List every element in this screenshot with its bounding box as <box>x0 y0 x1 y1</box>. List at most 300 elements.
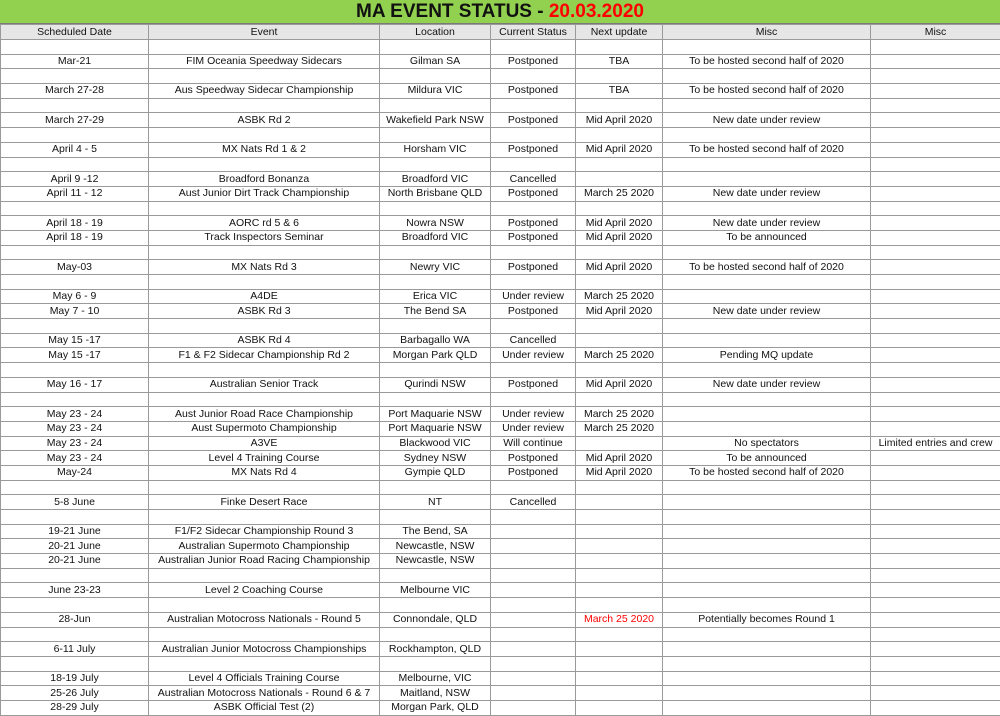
cell-current-status[interactable] <box>491 524 576 539</box>
cell-next-update[interactable] <box>576 40 663 55</box>
cell-misc[interactable] <box>663 128 871 143</box>
cell-misc-2[interactable] <box>871 216 1000 231</box>
column-header-misc[interactable]: Misc <box>663 25 871 40</box>
cell-scheduled-date[interactable]: May 15 -17 <box>1 348 149 363</box>
cell-scheduled-date[interactable] <box>1 568 149 583</box>
cell-location[interactable] <box>380 319 491 334</box>
cell-current-status[interactable]: Under review <box>491 421 576 436</box>
cell-event[interactable] <box>149 128 380 143</box>
cell-scheduled-date[interactable] <box>1 40 149 55</box>
cell-event[interactable] <box>149 363 380 378</box>
cell-next-update[interactable]: March 25 2020 <box>576 289 663 304</box>
cell-event[interactable]: ASBK Official Test (2) <box>149 700 380 715</box>
cell-misc-2[interactable] <box>871 186 1000 201</box>
cell-next-update[interactable]: March 25 2020 <box>576 186 663 201</box>
cell-misc-2[interactable] <box>871 128 1000 143</box>
cell-current-status[interactable]: Postponed <box>491 113 576 128</box>
cell-event[interactable]: ASBK Rd 2 <box>149 113 380 128</box>
cell-misc[interactable] <box>663 480 871 495</box>
cell-location[interactable] <box>380 275 491 290</box>
cell-current-status[interactable] <box>491 98 576 113</box>
cell-current-status[interactable] <box>491 245 576 260</box>
cell-scheduled-date[interactable] <box>1 319 149 334</box>
column-header-misc-2[interactable]: Misc <box>871 25 1000 40</box>
cell-misc[interactable]: To be hosted second half of 2020 <box>663 142 871 157</box>
cell-misc[interactable]: To be hosted second half of 2020 <box>663 54 871 69</box>
cell-misc[interactable] <box>663 40 871 55</box>
cell-misc[interactable]: To be announced <box>663 451 871 466</box>
cell-event[interactable]: Australian Junior Motocross Championships <box>149 642 380 657</box>
cell-misc[interactable] <box>663 392 871 407</box>
cell-next-update[interactable] <box>576 392 663 407</box>
cell-misc[interactable] <box>663 642 871 657</box>
cell-misc[interactable] <box>663 495 871 510</box>
cell-location[interactable]: Wakefield Park NSW <box>380 113 491 128</box>
cell-misc-2[interactable] <box>871 480 1000 495</box>
cell-misc[interactable] <box>663 671 871 686</box>
cell-current-status[interactable]: Postponed <box>491 304 576 319</box>
cell-current-status[interactable] <box>491 480 576 495</box>
cell-misc-2[interactable] <box>871 421 1000 436</box>
cell-next-update[interactable] <box>576 98 663 113</box>
cell-event[interactable] <box>149 656 380 671</box>
cell-misc-2[interactable] <box>871 260 1000 275</box>
cell-location[interactable]: Broadford VIC <box>380 172 491 187</box>
cell-scheduled-date[interactable]: May 6 - 9 <box>1 289 149 304</box>
cell-scheduled-date[interactable]: 5-8 June <box>1 495 149 510</box>
cell-location[interactable]: The Bend, SA <box>380 524 491 539</box>
cell-misc-2[interactable] <box>871 348 1000 363</box>
cell-misc-2[interactable] <box>871 465 1000 480</box>
cell-misc[interactable] <box>663 172 871 187</box>
cell-misc-2[interactable] <box>871 700 1000 715</box>
cell-misc[interactable]: New date under review <box>663 113 871 128</box>
cell-location[interactable]: Nowra NSW <box>380 216 491 231</box>
cell-scheduled-date[interactable]: April 9 -12 <box>1 172 149 187</box>
cell-misc[interactable]: New date under review <box>663 216 871 231</box>
cell-misc-2[interactable] <box>871 656 1000 671</box>
cell-misc-2[interactable] <box>871 54 1000 69</box>
cell-scheduled-date[interactable]: 25-26 July <box>1 686 149 701</box>
cell-scheduled-date[interactable]: March 27-28 <box>1 84 149 99</box>
cell-location[interactable]: Sydney NSW <box>380 451 491 466</box>
cell-misc[interactable] <box>663 69 871 84</box>
cell-misc[interactable]: New date under review <box>663 186 871 201</box>
cell-next-update[interactable]: Mid April 2020 <box>576 260 663 275</box>
cell-misc-2[interactable] <box>871 201 1000 216</box>
cell-scheduled-date[interactable]: 18-19 July <box>1 671 149 686</box>
cell-current-status[interactable]: Cancelled <box>491 495 576 510</box>
cell-misc[interactable] <box>663 700 871 715</box>
cell-misc-2[interactable] <box>871 392 1000 407</box>
cell-current-status[interactable] <box>491 554 576 569</box>
cell-next-update[interactable]: March 25 2020 <box>576 348 663 363</box>
cell-scheduled-date[interactable] <box>1 128 149 143</box>
cell-event[interactable]: Aus Speedway Sidecar Championship <box>149 84 380 99</box>
cell-next-update[interactable]: Mid April 2020 <box>576 451 663 466</box>
cell-location[interactable] <box>380 598 491 613</box>
cell-location[interactable] <box>380 510 491 525</box>
cell-misc[interactable]: To be hosted second half of 2020 <box>663 260 871 275</box>
cell-event[interactable] <box>149 69 380 84</box>
cell-location[interactable]: Rockhampton, QLD <box>380 642 491 657</box>
cell-misc-2[interactable] <box>871 98 1000 113</box>
cell-scheduled-date[interactable]: May 16 - 17 <box>1 377 149 392</box>
cell-next-update[interactable]: March 25 2020 <box>576 421 663 436</box>
cell-misc[interactable] <box>663 275 871 290</box>
cell-misc[interactable]: New date under review <box>663 304 871 319</box>
cell-misc[interactable]: Pending MQ update <box>663 348 871 363</box>
cell-event[interactable] <box>149 201 380 216</box>
cell-event[interactable] <box>149 40 380 55</box>
cell-next-update[interactable]: March 25 2020 <box>576 407 663 422</box>
cell-event[interactable]: Australian Supermoto Championship <box>149 539 380 554</box>
cell-location[interactable]: North Brisbane QLD <box>380 186 491 201</box>
cell-location[interactable]: Horsham VIC <box>380 142 491 157</box>
cell-location[interactable]: Newcastle, NSW <box>380 539 491 554</box>
cell-misc-2[interactable] <box>871 539 1000 554</box>
cell-next-update[interactable] <box>576 598 663 613</box>
cell-misc-2[interactable] <box>871 172 1000 187</box>
cell-event[interactable]: MX Nats Rd 3 <box>149 260 380 275</box>
cell-current-status[interactable]: Postponed <box>491 230 576 245</box>
cell-misc-2[interactable] <box>871 113 1000 128</box>
cell-location[interactable] <box>380 656 491 671</box>
cell-current-status[interactable] <box>491 40 576 55</box>
cell-scheduled-date[interactable]: May 23 - 24 <box>1 421 149 436</box>
cell-current-status[interactable]: Postponed <box>491 260 576 275</box>
cell-location[interactable]: Broadford VIC <box>380 230 491 245</box>
cell-current-status[interactable]: Postponed <box>491 216 576 231</box>
cell-location[interactable] <box>380 568 491 583</box>
cell-scheduled-date[interactable] <box>1 510 149 525</box>
cell-misc[interactable] <box>663 157 871 172</box>
cell-current-status[interactable] <box>491 686 576 701</box>
cell-current-status[interactable]: Under review <box>491 289 576 304</box>
cell-misc[interactable] <box>663 98 871 113</box>
cell-next-update[interactable]: TBA <box>576 54 663 69</box>
cell-current-status[interactable] <box>491 642 576 657</box>
cell-current-status[interactable] <box>491 700 576 715</box>
cell-current-status[interactable] <box>491 510 576 525</box>
cell-misc-2[interactable] <box>871 686 1000 701</box>
cell-location[interactable] <box>380 363 491 378</box>
cell-scheduled-date[interactable] <box>1 656 149 671</box>
cell-current-status[interactable] <box>491 656 576 671</box>
cell-event[interactable] <box>149 627 380 642</box>
cell-next-update[interactable]: March 25 2020 <box>576 612 663 627</box>
cell-misc[interactable] <box>663 539 871 554</box>
cell-misc[interactable]: To be hosted second half of 2020 <box>663 465 871 480</box>
cell-scheduled-date[interactable] <box>1 245 149 260</box>
cell-misc-2[interactable] <box>871 524 1000 539</box>
cell-event[interactable]: ASBK Rd 3 <box>149 304 380 319</box>
cell-misc[interactable] <box>663 510 871 525</box>
cell-event[interactable]: Australian Junior Road Racing Championship <box>149 554 380 569</box>
cell-next-update[interactable] <box>576 671 663 686</box>
cell-next-update[interactable] <box>576 201 663 216</box>
cell-misc[interactable]: New date under review <box>663 377 871 392</box>
cell-misc-2[interactable] <box>871 230 1000 245</box>
cell-location[interactable] <box>380 157 491 172</box>
cell-event[interactable]: Level 2 Coaching Course <box>149 583 380 598</box>
cell-event[interactable] <box>149 568 380 583</box>
cell-misc[interactable]: To be hosted second half of 2020 <box>663 84 871 99</box>
cell-scheduled-date[interactable] <box>1 69 149 84</box>
cell-misc-2[interactable] <box>871 510 1000 525</box>
cell-next-update[interactable]: TBA <box>576 84 663 99</box>
cell-event[interactable]: Australian Senior Track <box>149 377 380 392</box>
cell-next-update[interactable]: Mid April 2020 <box>576 216 663 231</box>
cell-next-update[interactable] <box>576 539 663 554</box>
cell-next-update[interactable] <box>576 583 663 598</box>
cell-location[interactable]: Newry VIC <box>380 260 491 275</box>
cell-misc-2[interactable] <box>871 642 1000 657</box>
cell-misc-2[interactable] <box>871 319 1000 334</box>
cell-misc-2[interactable] <box>871 598 1000 613</box>
cell-misc[interactable] <box>663 245 871 260</box>
cell-location[interactable]: Qurindi NSW <box>380 377 491 392</box>
cell-misc-2[interactable] <box>871 451 1000 466</box>
cell-misc-2[interactable] <box>871 583 1000 598</box>
cell-next-update[interactable]: Mid April 2020 <box>576 142 663 157</box>
cell-scheduled-date[interactable] <box>1 627 149 642</box>
cell-location[interactable] <box>380 98 491 113</box>
cell-location[interactable]: Connondale, QLD <box>380 612 491 627</box>
cell-event[interactable]: Level 4 Officials Training Course <box>149 671 380 686</box>
cell-current-status[interactable]: Cancelled <box>491 333 576 348</box>
cell-current-status[interactable] <box>491 201 576 216</box>
cell-event[interactable] <box>149 157 380 172</box>
cell-next-update[interactable] <box>576 69 663 84</box>
cell-misc[interactable] <box>663 583 871 598</box>
cell-scheduled-date[interactable] <box>1 363 149 378</box>
cell-location[interactable]: The Bend SA <box>380 304 491 319</box>
cell-next-update[interactable] <box>576 480 663 495</box>
cell-misc-2[interactable] <box>871 333 1000 348</box>
cell-misc[interactable] <box>663 656 871 671</box>
cell-location[interactable]: Morgan Park QLD <box>380 348 491 363</box>
cell-event[interactable]: Aust Junior Dirt Track Championship <box>149 186 380 201</box>
cell-current-status[interactable]: Postponed <box>491 54 576 69</box>
cell-location[interactable]: Blackwood VIC <box>380 436 491 451</box>
cell-location[interactable] <box>380 40 491 55</box>
cell-misc[interactable] <box>663 598 871 613</box>
cell-misc-2[interactable] <box>871 245 1000 260</box>
cell-event[interactable] <box>149 319 380 334</box>
cell-scheduled-date[interactable]: May 7 - 10 <box>1 304 149 319</box>
cell-location[interactable]: Port Maquarie NSW <box>380 407 491 422</box>
cell-event[interactable] <box>149 598 380 613</box>
cell-location[interactable]: NT <box>380 495 491 510</box>
cell-event[interactable]: Level 4 Training Course <box>149 451 380 466</box>
cell-misc-2[interactable] <box>871 142 1000 157</box>
cell-current-status[interactable] <box>491 319 576 334</box>
column-header-current-status[interactable]: Current Status <box>491 25 576 40</box>
cell-next-update[interactable] <box>576 333 663 348</box>
cell-location[interactable] <box>380 392 491 407</box>
cell-event[interactable]: Track Inspectors Seminar <box>149 230 380 245</box>
cell-event[interactable]: A4DE <box>149 289 380 304</box>
cell-current-status[interactable]: Under review <box>491 407 576 422</box>
cell-misc[interactable] <box>663 407 871 422</box>
cell-location[interactable]: Melbourne VIC <box>380 583 491 598</box>
cell-next-update[interactable] <box>576 157 663 172</box>
cell-next-update[interactable]: Mid April 2020 <box>576 230 663 245</box>
cell-scheduled-date[interactable]: April 11 - 12 <box>1 186 149 201</box>
cell-scheduled-date[interactable] <box>1 392 149 407</box>
cell-misc[interactable] <box>663 319 871 334</box>
cell-next-update[interactable]: Mid April 2020 <box>576 465 663 480</box>
cell-next-update[interactable] <box>576 510 663 525</box>
cell-misc-2[interactable]: Limited entries and crew <box>871 436 1000 451</box>
cell-location[interactable]: Maitland, NSW <box>380 686 491 701</box>
cell-event[interactable] <box>149 392 380 407</box>
cell-current-status[interactable] <box>491 157 576 172</box>
cell-location[interactable]: Mildura VIC <box>380 84 491 99</box>
cell-scheduled-date[interactable]: Mar-21 <box>1 54 149 69</box>
cell-current-status[interactable] <box>491 598 576 613</box>
cell-current-status[interactable]: Postponed <box>491 451 576 466</box>
cell-location[interactable] <box>380 69 491 84</box>
cell-next-update[interactable] <box>576 319 663 334</box>
cell-current-status[interactable]: Postponed <box>491 186 576 201</box>
cell-current-status[interactable] <box>491 671 576 686</box>
cell-next-update[interactable] <box>576 700 663 715</box>
cell-next-update[interactable] <box>576 363 663 378</box>
column-header-event[interactable]: Event <box>149 25 380 40</box>
cell-current-status[interactable] <box>491 69 576 84</box>
cell-misc[interactable]: No spectators <box>663 436 871 451</box>
cell-scheduled-date[interactable]: 28-29 July <box>1 700 149 715</box>
cell-misc-2[interactable] <box>871 495 1000 510</box>
cell-next-update[interactable] <box>576 436 663 451</box>
cell-location[interactable] <box>380 480 491 495</box>
cell-misc-2[interactable] <box>871 612 1000 627</box>
cell-event[interactable]: AORC rd 5 & 6 <box>149 216 380 231</box>
cell-event[interactable]: ASBK Rd 4 <box>149 333 380 348</box>
cell-current-status[interactable] <box>491 539 576 554</box>
cell-event[interactable]: Broadford Bonanza <box>149 172 380 187</box>
cell-event[interactable]: FIM Oceania Speedway Sidecars <box>149 54 380 69</box>
cell-current-status[interactable] <box>491 128 576 143</box>
cell-misc[interactable] <box>663 421 871 436</box>
cell-scheduled-date[interactable]: April 18 - 19 <box>1 216 149 231</box>
cell-next-update[interactable] <box>576 275 663 290</box>
cell-location[interactable]: Newcastle, NSW <box>380 554 491 569</box>
cell-event[interactable] <box>149 98 380 113</box>
cell-event[interactable]: MX Nats Rd 4 <box>149 465 380 480</box>
cell-scheduled-date[interactable] <box>1 201 149 216</box>
cell-next-update[interactable] <box>576 686 663 701</box>
cell-misc-2[interactable] <box>871 363 1000 378</box>
cell-event[interactable]: A3VE <box>149 436 380 451</box>
cell-scheduled-date[interactable]: May-03 <box>1 260 149 275</box>
cell-misc[interactable]: Potentially becomes Round 1 <box>663 612 871 627</box>
cell-next-update[interactable] <box>576 656 663 671</box>
cell-current-status[interactable] <box>491 392 576 407</box>
cell-next-update[interactable] <box>576 495 663 510</box>
cell-scheduled-date[interactable]: June 23-23 <box>1 583 149 598</box>
cell-misc[interactable] <box>663 289 871 304</box>
cell-location[interactable] <box>380 128 491 143</box>
cell-next-update[interactable] <box>576 568 663 583</box>
cell-misc[interactable] <box>663 333 871 348</box>
cell-location[interactable]: Gilman SA <box>380 54 491 69</box>
cell-event[interactable] <box>149 480 380 495</box>
cell-scheduled-date[interactable] <box>1 157 149 172</box>
cell-scheduled-date[interactable]: 20-21 June <box>1 554 149 569</box>
cell-scheduled-date[interactable] <box>1 98 149 113</box>
cell-location[interactable]: Erica VIC <box>380 289 491 304</box>
cell-scheduled-date[interactable]: March 27-29 <box>1 113 149 128</box>
cell-next-update[interactable] <box>576 642 663 657</box>
cell-next-update[interactable] <box>576 554 663 569</box>
cell-location[interactable] <box>380 245 491 260</box>
cell-misc-2[interactable] <box>871 671 1000 686</box>
cell-scheduled-date[interactable]: 6-11 July <box>1 642 149 657</box>
cell-current-status[interactable] <box>491 275 576 290</box>
cell-current-status[interactable] <box>491 363 576 378</box>
cell-misc[interactable]: To be announced <box>663 230 871 245</box>
cell-scheduled-date[interactable]: 28-Jun <box>1 612 149 627</box>
cell-next-update[interactable]: Mid April 2020 <box>576 377 663 392</box>
cell-misc-2[interactable] <box>871 568 1000 583</box>
cell-misc-2[interactable] <box>871 40 1000 55</box>
cell-event[interactable]: F1 & F2 Sidecar Championship Rd 2 <box>149 348 380 363</box>
cell-event[interactable]: Aust Supermoto Championship <box>149 421 380 436</box>
cell-scheduled-date[interactable]: April 4 - 5 <box>1 142 149 157</box>
cell-location[interactable]: Morgan Park, QLD <box>380 700 491 715</box>
cell-misc-2[interactable] <box>871 627 1000 642</box>
cell-current-status[interactable] <box>491 568 576 583</box>
cell-scheduled-date[interactable]: May 15 -17 <box>1 333 149 348</box>
cell-misc-2[interactable] <box>871 289 1000 304</box>
cell-scheduled-date[interactable] <box>1 480 149 495</box>
cell-location[interactable] <box>380 201 491 216</box>
cell-event[interactable]: Finke Desert Race <box>149 495 380 510</box>
cell-misc[interactable] <box>663 568 871 583</box>
cell-location[interactable]: Barbagallo WA <box>380 333 491 348</box>
cell-next-update[interactable]: Mid April 2020 <box>576 304 663 319</box>
cell-next-update[interactable] <box>576 245 663 260</box>
cell-event[interactable] <box>149 510 380 525</box>
cell-misc-2[interactable] <box>871 275 1000 290</box>
cell-scheduled-date[interactable] <box>1 275 149 290</box>
column-header-location[interactable]: Location <box>380 25 491 40</box>
cell-next-update[interactable]: Mid April 2020 <box>576 113 663 128</box>
cell-next-update[interactable] <box>576 627 663 642</box>
cell-scheduled-date[interactable]: April 18 - 19 <box>1 230 149 245</box>
cell-misc-2[interactable] <box>871 84 1000 99</box>
cell-scheduled-date[interactable]: May-24 <box>1 465 149 480</box>
cell-location[interactable]: Melbourne, VIC <box>380 671 491 686</box>
cell-event[interactable] <box>149 275 380 290</box>
cell-scheduled-date[interactable]: May 23 - 24 <box>1 407 149 422</box>
cell-location[interactable]: Port Maquarie NSW <box>380 421 491 436</box>
cell-location[interactable] <box>380 627 491 642</box>
cell-event[interactable]: Aust Junior Road Race Championship <box>149 407 380 422</box>
cell-event[interactable]: MX Nats Rd 1 & 2 <box>149 142 380 157</box>
cell-current-status[interactable]: Postponed <box>491 84 576 99</box>
cell-current-status[interactable] <box>491 583 576 598</box>
cell-next-update[interactable] <box>576 524 663 539</box>
cell-misc[interactable] <box>663 627 871 642</box>
cell-scheduled-date[interactable]: 20-21 June <box>1 539 149 554</box>
cell-scheduled-date[interactable]: 19-21 June <box>1 524 149 539</box>
cell-misc-2[interactable] <box>871 157 1000 172</box>
cell-event[interactable] <box>149 245 380 260</box>
